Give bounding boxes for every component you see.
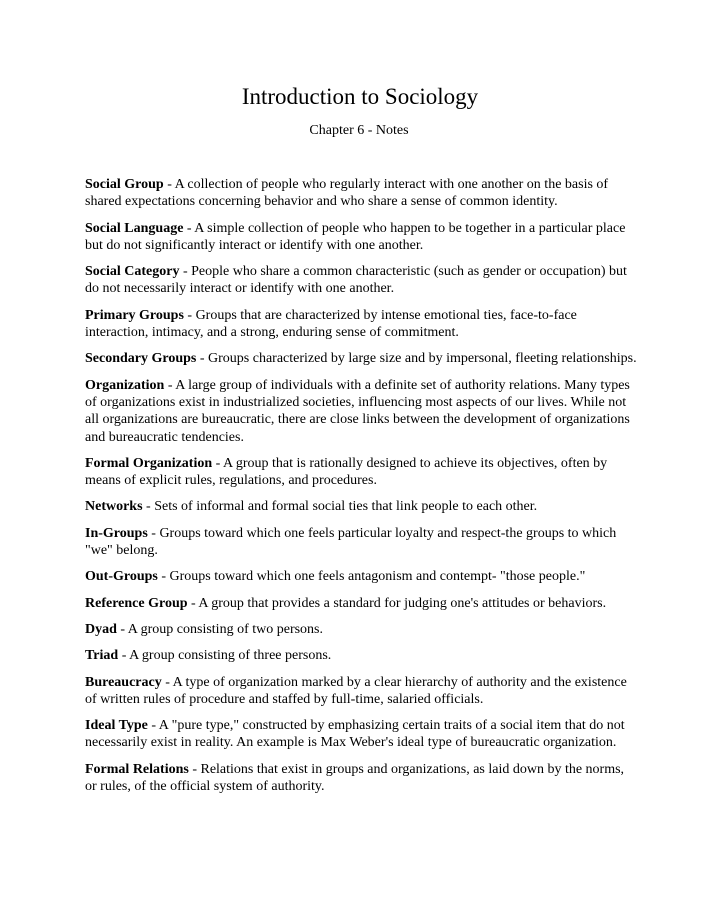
term-definition: - Groups that are characterized by intense emotional ties, face-to-face interaction, intimacy, and a strong, enduring sense of commitment. (85, 307, 577, 341)
term-entry (85, 455, 637, 490)
term-entry (85, 647, 637, 664)
term-definition: - A large group of individuals with a definite set of authority relations. Many types of organizations exist in industrialized societies, influencing most aspects of our lives. While not all organizations are bureaucratic, there are close links between the development of organizations and bureaucratic tendencies. (85, 377, 630, 445)
term-definition: - A group that provides a standard for judging one's attitudes or behaviors. (187, 595, 607, 611)
term-entry (85, 350, 637, 367)
document-subtitle: Chapter 6 - Notes (309, 123, 409, 138)
document-title: Introduction to Sociology (241, 84, 479, 109)
term-name: In-Groups (85, 525, 148, 541)
term-name: Formal Relations (85, 761, 189, 777)
term-name: Reference Group (85, 595, 188, 611)
term-entry (85, 525, 637, 560)
term-entry (85, 263, 637, 298)
term-definition: - A group that is rationally designed to achieve its objectives, often by means of explicit rules, regulations, and procedures. (85, 455, 608, 489)
term-definition: - Groups toward which one feels antagonism and contempt- "those people." (157, 569, 586, 585)
term-name: Social Category (85, 264, 180, 280)
term-entry (85, 674, 637, 709)
term-entry (85, 377, 637, 446)
term-definition: - A collection of people who regularly interact with one another on the basis of shared expectations concerning behavior and who share a sense of common identity. (85, 177, 609, 210)
term-name: Triad (85, 648, 119, 664)
term-name: Out-Groups (85, 569, 158, 585)
term-definition: - Sets of informal and formal social ties that link people to each other. (142, 499, 538, 515)
term-name: Ideal Type (85, 718, 148, 734)
term-name: Organization (85, 377, 165, 393)
term-name: Networks (85, 499, 143, 515)
term-name: Bureaucracy (85, 674, 162, 690)
term-list (85, 176, 637, 804)
term-name: Primary Groups (85, 307, 184, 323)
term-name: Secondary Groups (85, 351, 197, 367)
term-definition: - Relations that exist in groups and organizations, as laid down by the norms, or rules, of the official system of authority. (85, 761, 625, 795)
term-definition: - People who share a common characteristic (such as gender or occupation) but do not necessarily interact or identify with one another. (85, 264, 627, 297)
term-entry (85, 220, 637, 255)
term-entry (85, 761, 637, 796)
term-entry (85, 621, 637, 638)
term-entry (85, 717, 637, 752)
term-name: Social Group (85, 177, 164, 192)
term-definition: - A group consisting of three persons. (118, 648, 332, 664)
term-definition: - Groups toward which one feels particular loyalty and respect-the groups to which "we" belong. (85, 525, 617, 559)
term-name: Dyad (85, 621, 117, 637)
term-entry (85, 498, 637, 515)
term-definition: - A "pure type," constructed by emphasizing certain traits of a social item that do not necessarily exist in reality. An example is Max Weber's ideal type of bureaucratic organization. (85, 718, 625, 751)
term-entry (85, 176, 637, 211)
term-definition: - Groups characterized by large size and by impersonal, fleeting relationships. (196, 351, 637, 367)
term-name: Social Language (85, 220, 184, 236)
term-entry (85, 595, 637, 612)
term-name: Formal Organization (85, 455, 213, 471)
term-entry (85, 568, 637, 585)
term-definition: - A simple collection of people who happen to be together in a particular place but do not significantly interact or identify with one another. (85, 220, 626, 253)
term-entry (85, 307, 637, 342)
term-definition: - A group consisting of two persons. (116, 621, 324, 637)
term-definition: - A type of organization marked by a clear hierarchy of authority and the existence of written rules of procedure and staffed by full-time, salaried officials. (85, 674, 627, 707)
